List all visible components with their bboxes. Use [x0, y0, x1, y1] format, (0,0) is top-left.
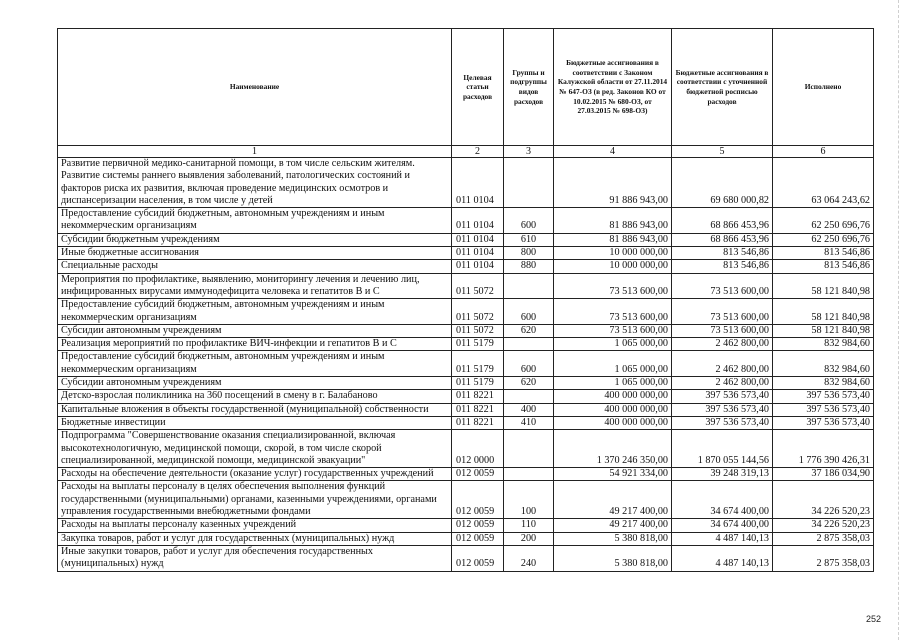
table-row [58, 468, 874, 481]
row-name: Капитальные вложения в объекты государственной (муниципальной) собственности [58, 403, 452, 416]
row-group-code [504, 390, 554, 403]
row-group-code [504, 158, 554, 208]
column-number: 4 [554, 146, 672, 158]
row-name: Предоставление субсидий бюджетным, автономным учреждениям и иным некоммерческим организациям [58, 208, 452, 234]
row-budget-law: 1 370 246 350,00 [554, 430, 672, 468]
table-row [58, 390, 874, 403]
row-target-code: 011 8221 [452, 390, 504, 403]
table-row [58, 324, 874, 337]
table-row [58, 208, 874, 234]
row-budget-law: 73 513 600,00 [554, 273, 672, 299]
row-budget-refined: 73 513 600,00 [672, 299, 773, 325]
row-name: Закупка товаров, работ и услуг для государственных (муниципальных) нужд [58, 532, 452, 545]
row-budget-law: 49 217 400,00 [554, 481, 672, 519]
row-budget-law: 400 000 000,00 [554, 403, 672, 416]
row-name: Субсидии бюджетным учреждениям [58, 233, 452, 246]
row-executed: 397 536 573,40 [773, 403, 874, 416]
row-group-code: 600 [504, 299, 554, 325]
row-name: Предоставление субсидий бюджетным, автономным учреждениям и иным некоммерческим организациям [58, 351, 452, 377]
row-name: Подпрограмма "Совершенствование оказания специализированной, включая высокотехнологичную, медицинской помощи, скорой, в том числе скорой специализированной, медицинской помощи, медицинской эвакуации" [58, 430, 452, 468]
row-target-code: 012 0059 [452, 519, 504, 532]
row-name: Бюджетные инвестиции [58, 416, 452, 429]
row-executed: 813 546,86 [773, 260, 874, 273]
row-group-code: 620 [504, 377, 554, 390]
row-budget-refined: 69 680 000,82 [672, 158, 773, 208]
row-name: Иные закупки товаров, работ и услуг для обеспечения государственных (муниципальных) нужд [58, 545, 452, 571]
row-budget-refined: 34 674 400,00 [672, 481, 773, 519]
column-number: 1 [58, 146, 452, 158]
row-budget-refined: 39 248 319,13 [672, 468, 773, 481]
row-group-code: 110 [504, 519, 554, 532]
row-name: Мероприятия по профилактике, выявлению, мониторингу лечения и лечению лиц, инфицированных вирусами иммунодефицита человека и гепатитов В и С [58, 273, 452, 299]
row-budget-refined: 4 487 140,13 [672, 532, 773, 545]
column-number-row [58, 146, 874, 158]
row-target-code: 011 5179 [452, 377, 504, 390]
column-number: 2 [452, 146, 504, 158]
row-target-code: 011 5179 [452, 351, 504, 377]
header-budget-refined: Бюджетные ассигнования в соответствии с уточненной бюджетной росписью расходов [672, 29, 773, 146]
row-name: Субсидии автономным учреждениям [58, 377, 452, 390]
header-budget-law: Бюджетные ассигнования в соответствии с Законом Калужской области от 27.11.2014 № 647-ОЗ (в ред. Законов КО от 10.02.2015 № 680-ОЗ, от 27.03.2015 № 698-ОЗ) [554, 29, 672, 146]
table-row [58, 351, 874, 377]
row-target-code: 012 0000 [452, 430, 504, 468]
row-group-code: 600 [504, 208, 554, 234]
table-row [58, 532, 874, 545]
row-executed: 397 536 573,40 [773, 416, 874, 429]
row-executed: 37 186 034,90 [773, 468, 874, 481]
row-budget-law: 10 000 000,00 [554, 247, 672, 260]
row-target-code: 011 5072 [452, 324, 504, 337]
row-group-code [504, 338, 554, 351]
row-target-code: 011 0104 [452, 247, 504, 260]
row-name: Детско-взрослая поликлиника на 360 посещений в смену в г. Балабаново [58, 390, 452, 403]
row-budget-law: 400 000 000,00 [554, 390, 672, 403]
row-budget-refined: 68 866 453,96 [672, 233, 773, 246]
row-group-code [504, 273, 554, 299]
row-executed: 58 121 840,98 [773, 299, 874, 325]
row-executed: 832 984,60 [773, 351, 874, 377]
row-budget-refined: 813 546,86 [672, 247, 773, 260]
row-executed: 34 226 520,23 [773, 481, 874, 519]
row-budget-law: 1 065 000,00 [554, 351, 672, 377]
row-group-code [504, 468, 554, 481]
row-group-code: 610 [504, 233, 554, 246]
row-group-code: 800 [504, 247, 554, 260]
row-executed: 2 875 358,03 [773, 545, 874, 571]
row-target-code: 011 8221 [452, 403, 504, 416]
row-name: Расходы на выплаты персоналу в целях обеспечения выполнения функций государственными (муниципальными) органами, казенными учреждениями, органами управления государственными внебюджетными фондами [58, 481, 452, 519]
row-budget-law: 73 513 600,00 [554, 299, 672, 325]
row-budget-refined: 68 866 453,96 [672, 208, 773, 234]
row-target-code: 011 5179 [452, 338, 504, 351]
table-row [58, 247, 874, 260]
row-budget-law: 81 886 943,00 [554, 233, 672, 246]
row-name: Реализация мероприятий по профилактике ВИЧ-инфекции и гепатитов В и С [58, 338, 452, 351]
row-budget-law: 81 886 943,00 [554, 208, 672, 234]
row-budget-law: 5 380 818,00 [554, 545, 672, 571]
table-row [58, 416, 874, 429]
row-name: Расходы на обеспечение деятельности (оказание услуг) государственных учреждений [58, 468, 452, 481]
row-executed: 1 776 390 426,31 [773, 430, 874, 468]
budget-table [57, 28, 874, 572]
page-number: 252 [865, 614, 881, 624]
row-executed: 62 250 696,76 [773, 208, 874, 234]
row-budget-law: 1 065 000,00 [554, 377, 672, 390]
header-executed: Исполнено [773, 29, 874, 146]
row-budget-refined: 2 462 800,00 [672, 377, 773, 390]
row-group-code: 620 [504, 324, 554, 337]
row-budget-refined: 397 536 573,40 [672, 390, 773, 403]
row-target-code: 012 0059 [452, 545, 504, 571]
row-target-code: 011 0104 [452, 260, 504, 273]
row-executed: 2 875 358,03 [773, 532, 874, 545]
row-budget-law: 49 217 400,00 [554, 519, 672, 532]
row-name: Развитие первичной медико-санитарной помощи, в том числе сельским жителям. Развитие системы раннего выявления заболеваний, патологических состояний и факторов риска их развития, включая проведение медицинских осмотров и диспансеризации населения, в том числе у детей [58, 158, 452, 208]
row-group-code: 400 [504, 403, 554, 416]
row-executed: 62 250 696,76 [773, 233, 874, 246]
row-group-code: 100 [504, 481, 554, 519]
table-row [58, 260, 874, 273]
header-target: Целевая статьи расходов [452, 29, 504, 146]
column-number: 6 [773, 146, 874, 158]
document-sheet [57, 28, 873, 572]
table-row [58, 481, 874, 519]
row-budget-refined: 73 513 600,00 [672, 324, 773, 337]
column-number: 5 [672, 146, 773, 158]
header-group: Группы и подгруппы видов расходов [504, 29, 554, 146]
table-row [58, 233, 874, 246]
row-target-code: 012 0059 [452, 468, 504, 481]
header-name: Наименование [58, 29, 452, 146]
table-row [58, 519, 874, 532]
row-target-code: 011 5072 [452, 299, 504, 325]
row-budget-law: 54 921 334,00 [554, 468, 672, 481]
row-executed: 63 064 243,62 [773, 158, 874, 208]
table-row [58, 377, 874, 390]
table-row [58, 158, 874, 208]
row-group-code: 410 [504, 416, 554, 429]
row-budget-law: 10 000 000,00 [554, 260, 672, 273]
row-name: Иные бюджетные ассигнования [58, 247, 452, 260]
table-row [58, 403, 874, 416]
row-executed: 397 536 573,40 [773, 390, 874, 403]
row-budget-refined: 2 462 800,00 [672, 338, 773, 351]
row-target-code: 011 5072 [452, 273, 504, 299]
row-budget-law: 91 886 943,00 [554, 158, 672, 208]
row-executed: 832 984,60 [773, 377, 874, 390]
row-executed: 832 984,60 [773, 338, 874, 351]
row-target-code: 012 0059 [452, 481, 504, 519]
row-executed: 34 226 520,23 [773, 519, 874, 532]
row-name: Субсидии автономным учреждениям [58, 324, 452, 337]
row-group-code [504, 430, 554, 468]
column-number: 3 [504, 146, 554, 158]
row-budget-refined: 4 487 140,13 [672, 545, 773, 571]
table-row [58, 299, 874, 325]
table-row [58, 273, 874, 299]
row-name: Расходы на выплаты персоналу казенных учреждений [58, 519, 452, 532]
row-budget-refined: 1 870 055 144,56 [672, 430, 773, 468]
scan-edge-line [897, 0, 899, 640]
row-group-code: 200 [504, 532, 554, 545]
row-target-code: 011 0104 [452, 158, 504, 208]
row-budget-refined: 397 536 573,40 [672, 403, 773, 416]
row-executed: 58 121 840,98 [773, 324, 874, 337]
row-group-code: 600 [504, 351, 554, 377]
row-group-code: 880 [504, 260, 554, 273]
row-name: Предоставление субсидий бюджетным, автономным учреждениям и иным некоммерческим организациям [58, 299, 452, 325]
row-target-code: 011 0104 [452, 208, 504, 234]
table-row [58, 430, 874, 468]
row-budget-refined: 34 674 400,00 [672, 519, 773, 532]
row-budget-law: 73 513 600,00 [554, 324, 672, 337]
row-target-code: 011 0104 [452, 233, 504, 246]
row-group-code: 240 [504, 545, 554, 571]
row-budget-refined: 2 462 800,00 [672, 351, 773, 377]
header-row [58, 29, 874, 146]
row-executed: 58 121 840,98 [773, 273, 874, 299]
row-budget-refined: 397 536 573,40 [672, 416, 773, 429]
row-target-code: 012 0059 [452, 532, 504, 545]
row-executed: 813 546,86 [773, 247, 874, 260]
row-budget-law: 400 000 000,00 [554, 416, 672, 429]
row-budget-refined: 73 513 600,00 [672, 273, 773, 299]
row-budget-law: 1 065 000,00 [554, 338, 672, 351]
table-row [58, 545, 874, 571]
row-name: Специальные расходы [58, 260, 452, 273]
row-budget-law: 5 380 818,00 [554, 532, 672, 545]
row-budget-refined: 813 546,86 [672, 260, 773, 273]
table-row [58, 338, 874, 351]
row-target-code: 011 8221 [452, 416, 504, 429]
